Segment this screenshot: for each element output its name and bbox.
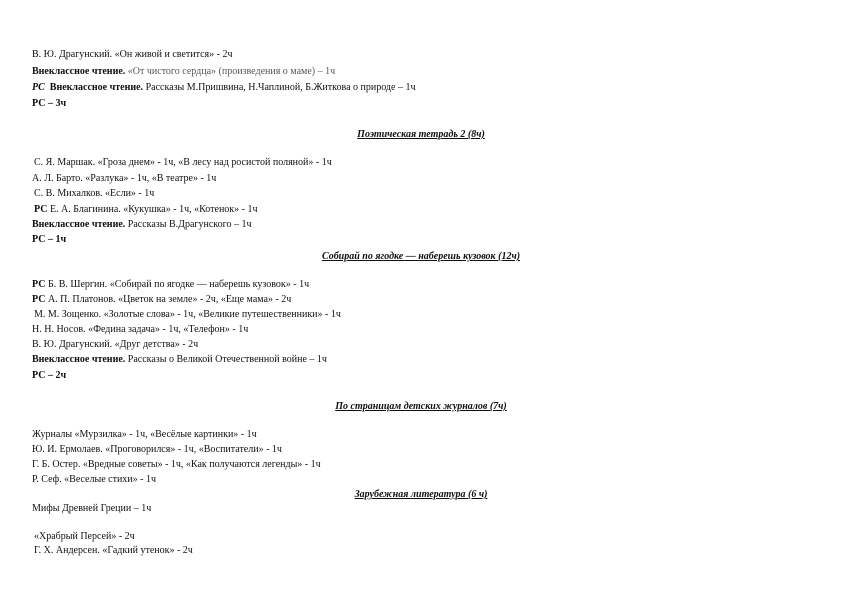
line-ermolaev: Ю. И. Ермолаев. «Проговорился» - 1ч, «Воспитатели» - 1ч bbox=[32, 444, 282, 455]
line-blaginina: РС Е. А. Благинина. «Кукушка» - 1ч, «Котенок» - 1ч bbox=[34, 204, 258, 215]
section-heading-poetic-notebook: Поэтическая тетрадь 2 (8ч) bbox=[357, 129, 485, 140]
line-perseus: «Храбрый Персей» - 2ч bbox=[34, 531, 135, 542]
line-mikhalkov: С. В. Михалков. «Если» - 1ч bbox=[34, 188, 155, 199]
line-platonov: РС А. П. Платонов. «Цветок на земле» - 2ч, «Еще мама» - 2ч bbox=[32, 294, 292, 305]
line-sef: Р. Сеф. «Веселые стихи» - 1ч bbox=[32, 474, 157, 485]
line-nosov: Н. Н. Носов. «Федина задача» - 1ч, «Телефон» - 1ч bbox=[32, 324, 249, 335]
line-rs-total-3: РС – 2ч bbox=[32, 370, 67, 381]
line-oster: Г. Б. Остер. «Вредные советы» - 1ч, «Как получаются легенды» - 1ч bbox=[32, 459, 321, 470]
line-shergin: РС Б. В. Шергин. «Собирай по ягодке — наберешь кузовок» - 1ч bbox=[32, 279, 310, 290]
line-extracurricular-dragunsky: Внеклассное чтение. Рассказы В.Драгунского – 1ч bbox=[32, 219, 252, 230]
line-dragunsky-friend: В. Ю. Драгунский. «Друг детства» - 2ч bbox=[32, 339, 199, 350]
line-extracurricular-war: Внеклассное чтение. Рассказы о Великой Отечественной войне – 1ч bbox=[32, 354, 327, 365]
line-rs-total-2: РС – 1ч bbox=[32, 234, 67, 245]
line-extracurricular-mama: Внеклассное чтение. «От чистого сердца» (произведения о маме) – 1ч bbox=[32, 66, 336, 77]
line-andersen: Г. Х. Андерсен. «Гадкий утенок» - 2ч bbox=[34, 545, 193, 556]
line-rs-total-1: РС – 3ч bbox=[32, 98, 67, 109]
section-heading-magazines: По страницам детских журналов (7ч) bbox=[335, 401, 507, 412]
line-rs-nature: РС Внеклассное чтение. Рассказы М.Пришвина, Н.Чаплиной, Б.Житкова о природе – 1ч bbox=[32, 82, 416, 93]
line-marshak: С. Я. Маршак. «Гроза днем» - 1ч, «В лесу над росистой поляной» - 1ч bbox=[34, 157, 332, 168]
section-heading-foreign-literature: Зарубежная литература (6 ч) bbox=[354, 489, 488, 500]
line-barto: А. Л. Барто. «Разлука» - 1ч, «В театре» - 1ч bbox=[32, 173, 217, 184]
line-zoshchenko: М. М. Зощенко. «Золотые слова» - 1ч, «Великие путешественники» - 1ч bbox=[34, 309, 341, 320]
section-heading-berry: Собирай по ягодке — наберешь кузовок (12ч) bbox=[321, 251, 521, 262]
line-greek-myths: Мифы Древней Греции – 1ч bbox=[32, 503, 152, 514]
line-dragunsky-alive: В. Ю. Драгунский. «Он живой и светится» - 2ч bbox=[32, 49, 233, 60]
line-magazines: Журналы «Мурзилка» - 1ч, «Весёлые картинки» - 1ч bbox=[32, 429, 257, 440]
